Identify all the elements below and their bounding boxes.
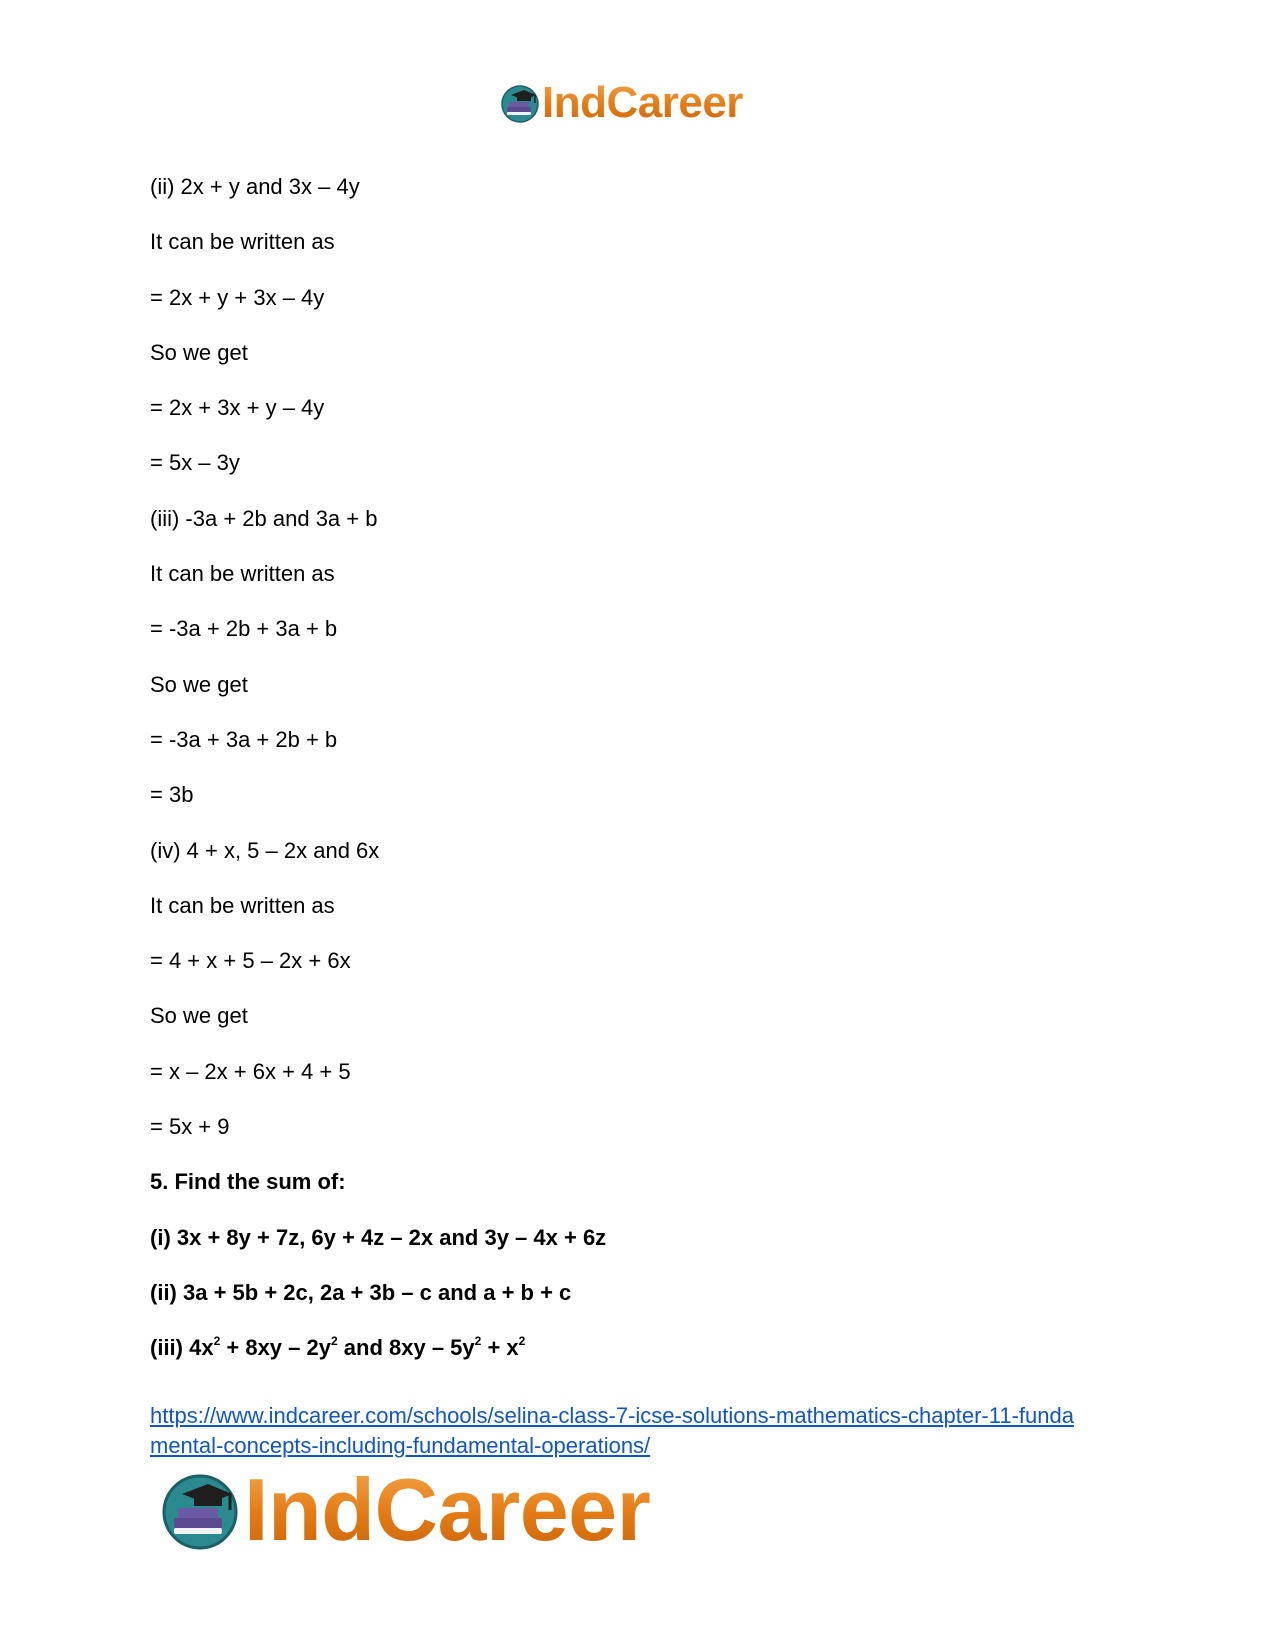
graduation-cap-books-icon <box>500 83 540 123</box>
expression-segment: (iii) 4x <box>150 1335 214 1361</box>
question-part-ii: (ii) 3a + 5b + 2c, 2a + 3b – c and a + b + c <box>150 1279 572 1305</box>
text-line: (ii) 2x + y and 3x – 4y <box>150 174 360 199</box>
expression-segment: + x <box>481 1335 519 1361</box>
source-link[interactable] <box>150 1403 1074 1458</box>
text-line: = 2x + 3x + y – 4y <box>150 395 325 421</box>
document-body <box>150 174 1150 1391</box>
expression-segment: and 8xy – 5y <box>337 1335 475 1361</box>
text-line: = 5x + 9 <box>150 1114 230 1140</box>
exponent: 2 <box>213 1334 221 1349</box>
header-logo-text: IndCareer <box>542 78 743 127</box>
text-line: (iii) -3a + 2b and 3a + b <box>150 505 378 531</box>
question-part-iii <box>150 1335 1150 1361</box>
text-line: = -3a + 3a + 2b + b <box>150 726 338 752</box>
text-line: = 3b <box>150 782 194 808</box>
text-line: It can be written as <box>150 229 335 255</box>
source-link-line-2: mental-concepts-including-fundamental-operations/ <box>150 1433 651 1458</box>
source-link-line-1: https://www.indcareer.com/schools/selina-class-7-icse-solutions-mathematics-chapter-11-funda <box>150 1403 1074 1428</box>
footer-logo-text: IndCareer <box>244 1460 651 1559</box>
text-line: = 4 + x + 5 – 2x + 6x <box>150 948 351 974</box>
source-link-block <box>150 1401 1150 1461</box>
text-line: (iv) 4 + x, 5 – 2x and 6x <box>150 837 380 863</box>
exponent: 2 <box>474 1334 482 1349</box>
graduation-cap-books-icon <box>160 1470 240 1550</box>
text-line: So we get <box>150 671 248 697</box>
text-line: So we get <box>150 1003 248 1029</box>
text-line: = 5x – 3y <box>150 450 240 476</box>
text-line: = x – 2x + 6x + 4 + 5 <box>150 1058 351 1084</box>
text-line: = -3a + 2b + 3a + b <box>150 616 338 642</box>
expression-segment: + 8xy – 2y <box>220 1335 331 1361</box>
text-line: It can be written as <box>150 561 335 587</box>
header-logo <box>500 78 743 128</box>
text-line: So we get <box>150 339 248 365</box>
text-line: It can be written as <box>150 892 335 918</box>
question-title: 5. Find the sum of: <box>150 1169 346 1195</box>
question-part-i: (i) 3x + 8y + 7z, 6y + 4z – 2x and 3y – 4x + 6z <box>150 1224 607 1250</box>
text-line: = 2x + y + 3x – 4y <box>150 284 325 310</box>
exponent: 2 <box>330 1334 338 1349</box>
footer-logo <box>160 1460 651 1559</box>
exponent: 2 <box>518 1334 526 1349</box>
